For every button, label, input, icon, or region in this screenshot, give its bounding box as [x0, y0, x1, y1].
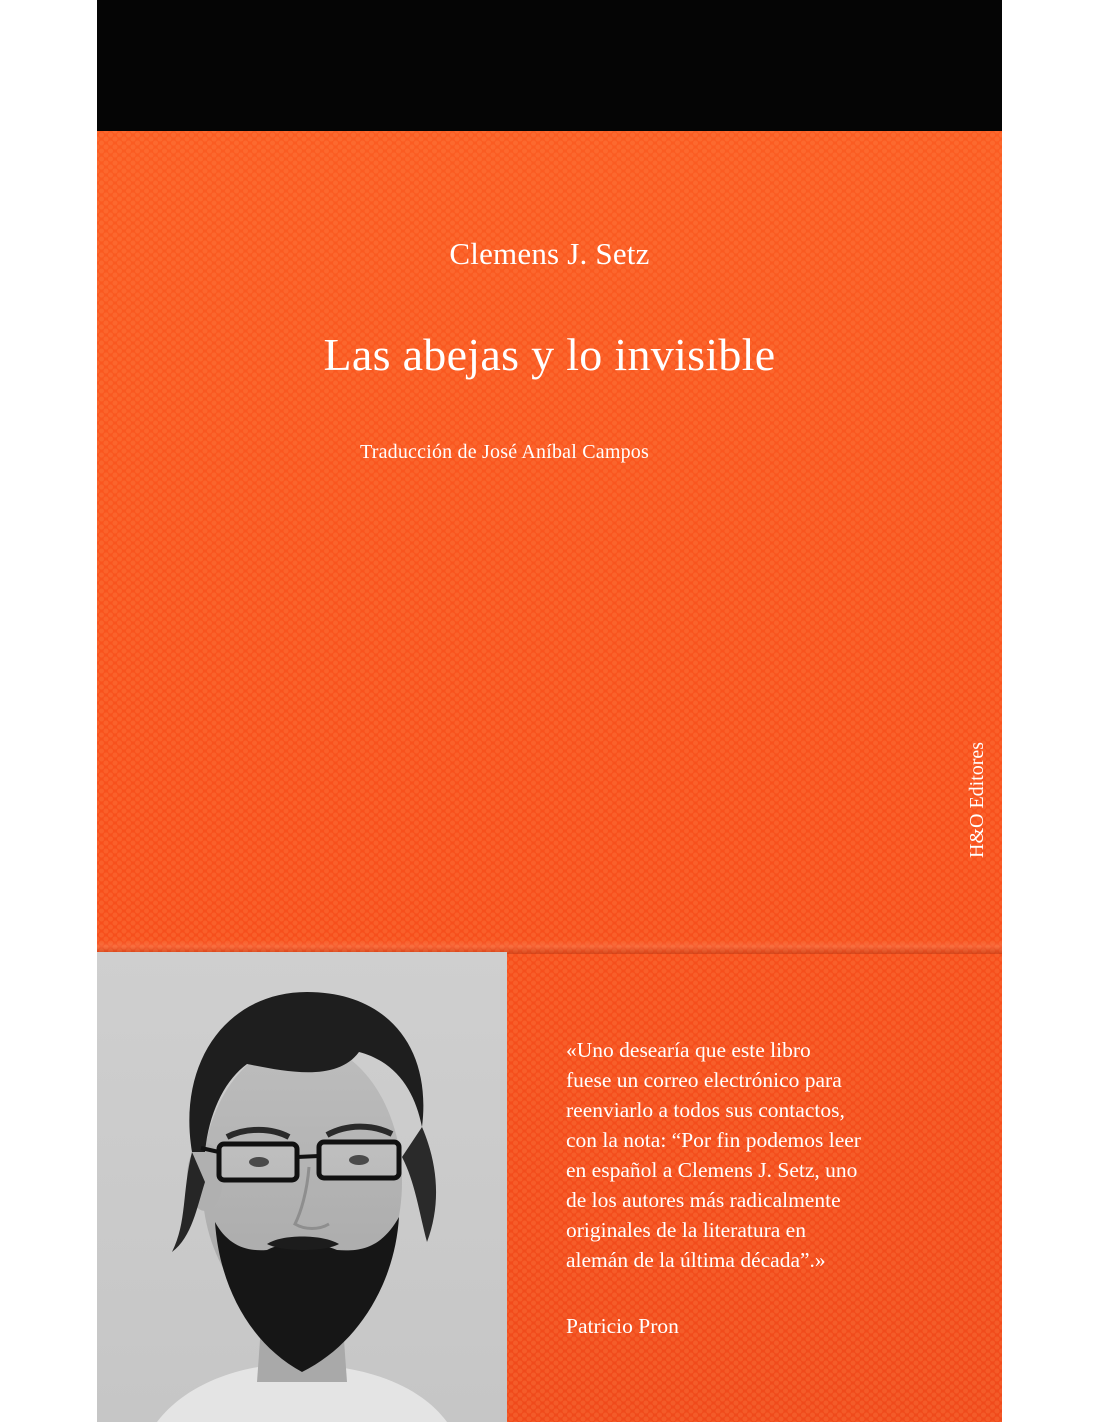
- quote-author: Patricio Pron: [566, 1314, 679, 1338]
- quote-line: de los autores más radicalmente: [566, 1188, 841, 1212]
- quote-line: fuese un correo electrónico para: [566, 1068, 842, 1092]
- author-photo: [97, 952, 507, 1422]
- quote-line: originales de la literatura en: [566, 1218, 806, 1242]
- author-portrait-illustration: [97, 952, 507, 1422]
- quote-line: en español a Clemens J. Setz, uno: [566, 1158, 858, 1182]
- publisher-name: H&O Editores: [966, 741, 988, 858]
- quote-line: «Uno desearía que este libro: [566, 1038, 811, 1062]
- cover-top-band: [97, 0, 1002, 131]
- book-cover: [97, 0, 1002, 1422]
- back-quote: [566, 1035, 956, 1275]
- cover-translator: Traducción de José Aníbal Campos: [360, 441, 649, 463]
- cover-author: Clemens J. Setz: [449, 236, 650, 271]
- quote-line: con la nota: “Por fin podemos leer: [566, 1128, 861, 1152]
- quote-line: alemán de la última década”.»: [566, 1248, 826, 1272]
- cover-title: Las abejas y lo invisible: [323, 329, 776, 380]
- quote-line: reenviarlo a todos sus contactos,: [566, 1098, 845, 1122]
